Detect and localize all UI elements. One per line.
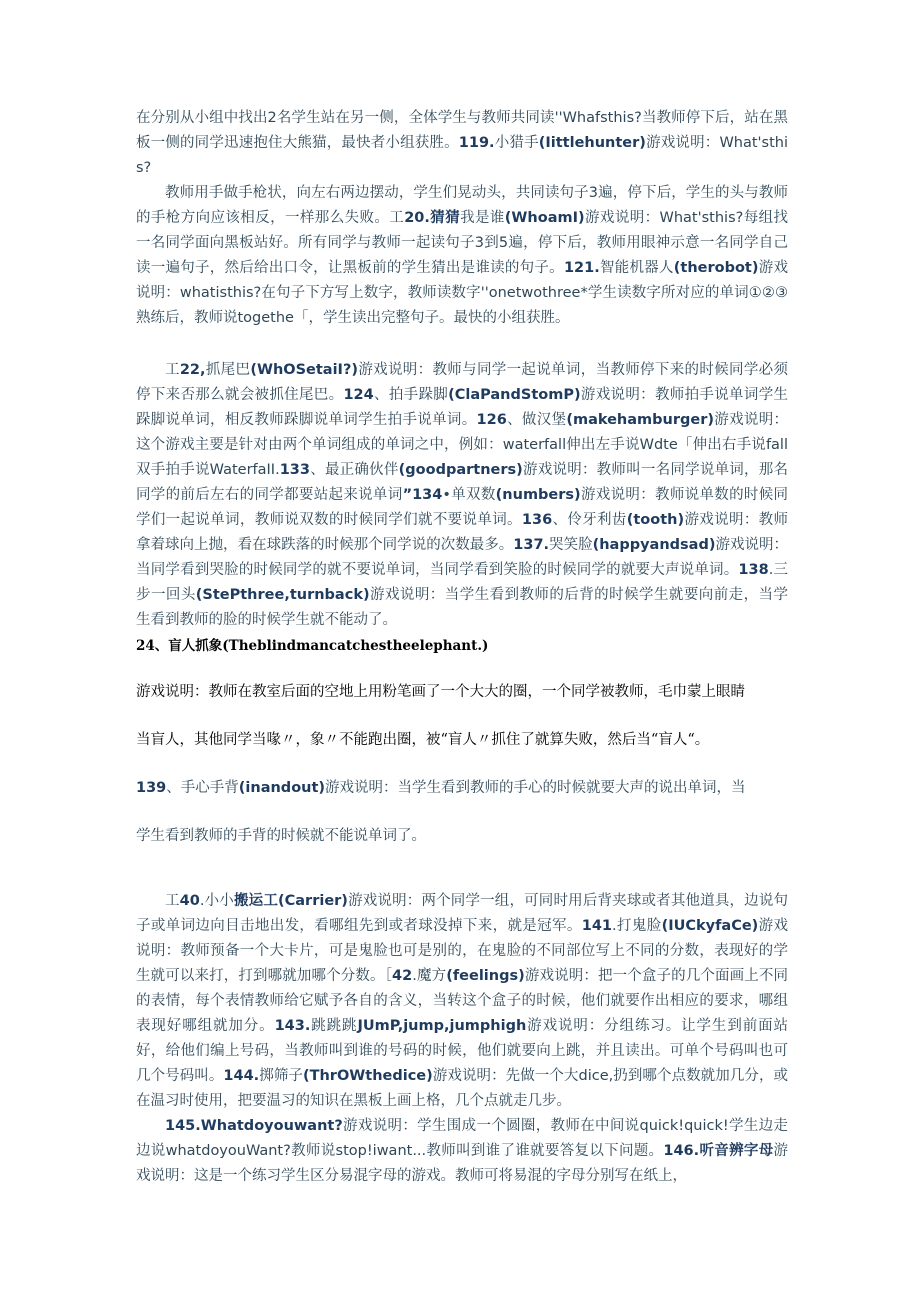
paragraph-blind-1: 游戏说明：教师在教室后面的空地上用粉笔画了一个大大的圈，一个同学被教师，毛巾蒙上眼睛 — [136, 684, 745, 700]
game-title: (StePthree,turnback) — [195, 587, 370, 603]
item-number: ”134 — [402, 487, 443, 503]
item-number: 136 — [521, 512, 553, 528]
game-title: (WhoamI) — [504, 210, 585, 226]
text: 游戏说明：What'sthis? — [136, 135, 788, 176]
text: 游戏说明：这个游戏主要是针对由两个单词组成的单词之中，例如：waterfall伸出左手说Wdte「伸出右手说fall双手拍手说WaterfaII. — [136, 412, 789, 478]
text: 游戏说明：教师与同学一起说单词，当教师停下来的时候同学必须停下来否那么就会被抓住尾巴。 — [136, 362, 788, 403]
text: 游戏说明：What'sthis?每组找一名同学面向黑板站好。所有同学与教师一起读句子3到5遍，停下后，教师用眼神示意一名同学自己读一遍句子，然后给出口令，让黑板前的学生猜出是谁读的句子。 — [136, 210, 789, 276]
item-number: 137. — [513, 537, 550, 553]
text: 在分别从小组中找出2名学生站在另一侧，全体学生与教师共同读''Whafsthis?当教师停下后，站在黑板一侧的同学迅速抱住大熊猫，最快者小组获胜。 — [136, 110, 788, 151]
item-number: 22, — [179, 362, 206, 378]
text: 我是谁 — [460, 210, 505, 226]
text: •单双数 — [442, 487, 496, 503]
paragraph-122-138 — [136, 358, 788, 633]
text: 哭笑脸 — [549, 537, 593, 553]
text: 掷筛子 — [259, 1068, 303, 1084]
text: 智能机器人 — [599, 260, 674, 276]
text: 游戏说明：教师拿着球向上抛，看在球跌落的时候那个同学说的次数最多。 — [136, 512, 789, 553]
item-number: 138 — [738, 562, 769, 578]
text: 、最正确伙伴 — [309, 462, 399, 478]
paragraph-119 — [136, 106, 788, 181]
text: .三步一回头 — [136, 562, 789, 603]
text: 工 — [165, 893, 180, 909]
paragraph-139-cont: 学生看到教师的手背的时候就不能说单词了。 — [136, 828, 426, 844]
text: 跳跳跳 — [310, 1018, 358, 1034]
paragraph-blind-2: 当盲人，其他同学当喙〃，象〃不能跑出圈，被“盲人〃抓住了就算失败，然后当“盲人“。 — [136, 732, 710, 748]
game-title: (feelings) — [446, 968, 525, 984]
item-number: 143. — [274, 1018, 311, 1034]
item-number: 139 — [136, 780, 167, 796]
document-body — [136, 106, 788, 1189]
text: .打鬼脸 — [612, 918, 662, 934]
item-number: 124 — [343, 387, 374, 403]
text: 游戏说明：教师说单数的时候同学们一起说单词，教师说双数的时候同学们就不要说单词。 — [136, 487, 789, 528]
text: .小小 — [199, 893, 234, 909]
text: 、伶牙利齿 — [552, 512, 627, 528]
text: 小猎手 — [494, 135, 539, 151]
text: 工 — [165, 362, 180, 378]
text: 游戏说明：教师叫一名同学说单词，那名同学的前后左右的同学都要站起来说单词 — [136, 462, 789, 503]
section-heading: 24、盲人抓象(Theblindmancatchestheelephant.) — [136, 638, 489, 654]
item-number: 141 — [581, 918, 613, 934]
item-number: 42 — [392, 968, 413, 984]
game-title: (happyandsad) — [592, 537, 716, 553]
item-number: 20.猜猜 — [404, 210, 461, 226]
game-title: (inandout) — [238, 780, 326, 796]
text: 游戏说明：把一个盒子的几个面画上不同的表情，每个表情教师给它赋予各自的含义，当转这个盒子的时候，他们就要作出相应的要求，哪组表现好哪组就加分。 — [136, 968, 789, 1034]
text: 抓尾巴 — [205, 362, 251, 378]
paragraph-120-121 — [136, 181, 788, 331]
game-title: (makehamburger) — [566, 412, 714, 428]
text: 、做汉堡 — [506, 412, 567, 428]
text: 游戏说明：当学生看到教师的后背的时候学生就要向前走，当学生看到教师的脸的时候学生就不能动了。 — [136, 587, 789, 628]
game-title: (tooth) — [626, 512, 685, 528]
item-number: 126 — [476, 412, 507, 428]
item-number: 146. — [663, 1143, 700, 1159]
text: .魔方 — [412, 968, 447, 984]
game-title: 145.Whatdoyouwant? — [165, 1118, 343, 1134]
text: 游戏说明：教师预备一个大卡片，可是鬼脸也可是别的，在鬼脸的不同部位写上不同的分数，表现好的学生就可以来打，打到哪就加哪个分数。［ — [136, 918, 789, 984]
game-title: (Carrier) — [278, 893, 348, 909]
game-title: (therobot) — [673, 260, 759, 276]
text: 教师用手做手枪状，向左右两边摆动，学生们晃动头，共同读句子3遍，停下后，学生的头与教师的手枪方向应该相反，一样那么失败。工 — [136, 185, 788, 226]
text: 游戏说明：学生围成一个圆圈，教师在中间说quick!quick!学生边走边说whatdoyouWant?教师说stop!iwant...教师叫到谁了谁就要答复以下问题。 — [136, 1118, 788, 1159]
item-number: 144. — [223, 1068, 260, 1084]
game-title: (ClaPandStomP) — [448, 387, 581, 403]
text: 游戏说明：先做一个大dice,扔到哪个点数就加几分，或在温习时使用，把要温习的知识在黑板上画上格，几个点就走几步。 — [136, 1068, 789, 1109]
game-title: JUmP,jump,jumphigh — [357, 1018, 527, 1034]
game-title: (WhOSetaiI?) — [250, 362, 358, 378]
text: 游戏说明：当学生看到教师的手心的时候就要大声的说出单词，当 — [325, 780, 746, 796]
game-title: (Iittlehunter) — [538, 135, 646, 151]
text: 游戏说明：这是一个练习学生区分易混字母的游戏。教师可将易混的字母分别写在纸上， — [136, 1143, 788, 1184]
game-title: (IUCkyfaCe) — [661, 918, 759, 934]
text: 游戏说明：分组练习。让学生到前面站好，给他们编上号码，当教师叫到谁的号码的时候，他们就要向上跳，并且读出。可单个号码叫也可几个号码叫。 — [136, 1018, 789, 1084]
item-number: 133 — [279, 462, 310, 478]
item-number: 121. — [563, 260, 600, 276]
game-title: (ThrOWthedice) — [302, 1068, 433, 1084]
paragraph-139 — [136, 776, 788, 801]
game-title: (numbers) — [495, 487, 581, 503]
paragraph-145-146 — [136, 1114, 788, 1189]
game-title: (goodpartners) — [398, 462, 523, 478]
item-number: 40 — [179, 893, 200, 909]
item-number: 119. — [458, 135, 495, 151]
text: 游戏说明：当同学看到哭脸的时候同学的就不要说单词，当同学看到笑脸的时候同学的就要大声说单词。 — [136, 537, 789, 578]
text: 游戏说明：两个同学一组，可同时用后背夹球或者其他道具，边说句子或单词边向目击地出发，看哪组先到或者球没掉下来，就是冠军。 — [136, 893, 789, 934]
text: 游戏说明：教师拍手说单词学生跺脚说单词，相反教师跺脚说单词学生拍手说单词。 — [136, 387, 789, 428]
text: 游戏说明：whatisthis?在句子下方写上数字，教师读数字''onetwothree*学生读数字所对应的单词①②③熟练后，教师说togethe「，学生读出完整句子。最快的小组获胜。 — [136, 260, 789, 326]
text: 、拍手跺脚 — [373, 387, 449, 403]
text: 、手心手背 — [166, 780, 239, 796]
paragraph-140-144 — [136, 889, 788, 1114]
text-bold: 搬运工 — [233, 893, 278, 909]
game-title: 听音辨字母 — [699, 1143, 774, 1159]
